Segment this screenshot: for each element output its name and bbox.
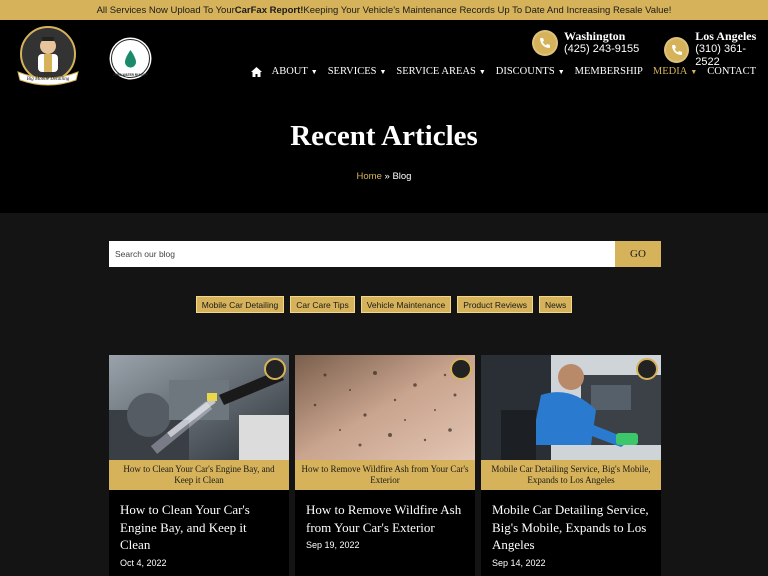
logo-text: Big Mobile Detailing <box>26 77 70 82</box>
article-image-wildfire-ash[interactable] <box>295 355 475 460</box>
site-logo[interactable] <box>14 24 82 92</box>
search-go-button[interactable]: GO <box>615 241 661 267</box>
blog-search <box>109 241 661 267</box>
chevron-down-icon: ▼ <box>310 67 318 76</box>
logo-badge-icon <box>450 358 472 380</box>
page-title: Recent Articles <box>290 120 478 152</box>
announcement-bar <box>0 0 768 20</box>
nav-services[interactable]: SERVICES ▼ <box>327 66 387 77</box>
nav-home[interactable] <box>251 67 262 77</box>
phone-icon <box>532 30 558 56</box>
category-product-reviews[interactable]: Product Reviews <box>457 296 533 313</box>
logo-badge-icon <box>264 358 286 380</box>
article-banner: How to Clean Your Car's Engine Bay, and Keep it Clean <box>109 460 289 490</box>
carfax-link[interactable]: CarFax Report! <box>234 4 304 16</box>
category-car-care-tips[interactable]: Car Care Tips <box>290 296 354 313</box>
phone-city: Los Angeles <box>695 29 757 43</box>
article-title[interactable]: How to Remove Wildfire Ash from Your Car's Exterior <box>306 502 462 535</box>
category-mobile-car-detailing[interactable]: Mobile Car Detailing <box>196 296 285 313</box>
home-icon <box>251 67 262 77</box>
logo-badge-icon <box>636 358 658 380</box>
zero-runoff-logo <box>108 36 153 81</box>
search-input[interactable] <box>109 241 615 267</box>
article-banner: Mobile Car Detailing Service, Big's Mobile, Expands to Los Angeles <box>481 460 661 490</box>
nav-contact[interactable]: CONTACT <box>707 66 756 77</box>
chevron-down-icon: ▼ <box>478 67 486 76</box>
phone-number[interactable]: (310) 361-2522 <box>695 43 747 68</box>
chevron-down-icon: ▼ <box>690 67 698 76</box>
article-image-interior-detailing[interactable] <box>481 355 661 460</box>
article-card[interactable] <box>109 355 289 576</box>
breadcrumb-separator: » <box>381 171 393 182</box>
nav-about[interactable]: ABOUT ▼ <box>271 66 318 77</box>
article-date: Sep 14, 2022 <box>492 557 546 568</box>
article-card[interactable] <box>295 355 475 576</box>
breadcrumb <box>0 171 768 182</box>
article-banner: How to Remove Wildfire Ash from Your Car's Exterior <box>295 460 475 490</box>
phone-number[interactable]: (425) 243-9155 <box>564 43 640 55</box>
site-header <box>0 20 768 213</box>
announcement-text: All Services Now Upload To Your <box>96 4 235 16</box>
article-card[interactable] <box>481 355 661 576</box>
nav-service-areas[interactable]: SERVICE AREAS ▼ <box>396 66 486 77</box>
breadcrumb-home[interactable]: Home <box>356 171 382 182</box>
zero-logo-text: ZERO WATER RUNOFF <box>112 73 149 77</box>
phone-los-angeles[interactable] <box>664 30 768 69</box>
chevron-down-icon: ▼ <box>557 67 565 76</box>
phone-washington[interactable] <box>532 30 639 56</box>
main-nav <box>251 66 756 77</box>
chevron-down-icon: ▼ <box>379 67 387 76</box>
nav-discounts[interactable]: DISCOUNTS ▼ <box>495 66 565 77</box>
article-title[interactable]: How to Clean Your Car's Engine Bay, and Keep it Clean <box>120 502 250 552</box>
category-filters <box>0 296 768 313</box>
phone-icon <box>664 37 689 63</box>
phone-city: Washington <box>564 29 626 43</box>
breadcrumb-current: Blog <box>392 171 412 182</box>
nav-media[interactable]: MEDIA ▼ <box>652 66 698 77</box>
article-date: Oct 4, 2022 <box>120 557 167 568</box>
article-date: Sep 19, 2022 <box>306 540 360 550</box>
category-news[interactable]: News <box>539 296 572 313</box>
article-image-engine-bay[interactable] <box>109 355 289 460</box>
article-title[interactable]: Mobile Car Detailing Service, Big's Mobile, Expands to Los Angeles <box>492 502 649 552</box>
announcement-text-end: Keeping Your Vehicle's Maintenance Records Up To Date And Increasing Resale Value! <box>303 4 672 16</box>
nav-membership[interactable]: MEMBERSHIP <box>574 66 643 77</box>
category-vehicle-maintenance[interactable]: Vehicle Maintenance <box>361 296 451 313</box>
